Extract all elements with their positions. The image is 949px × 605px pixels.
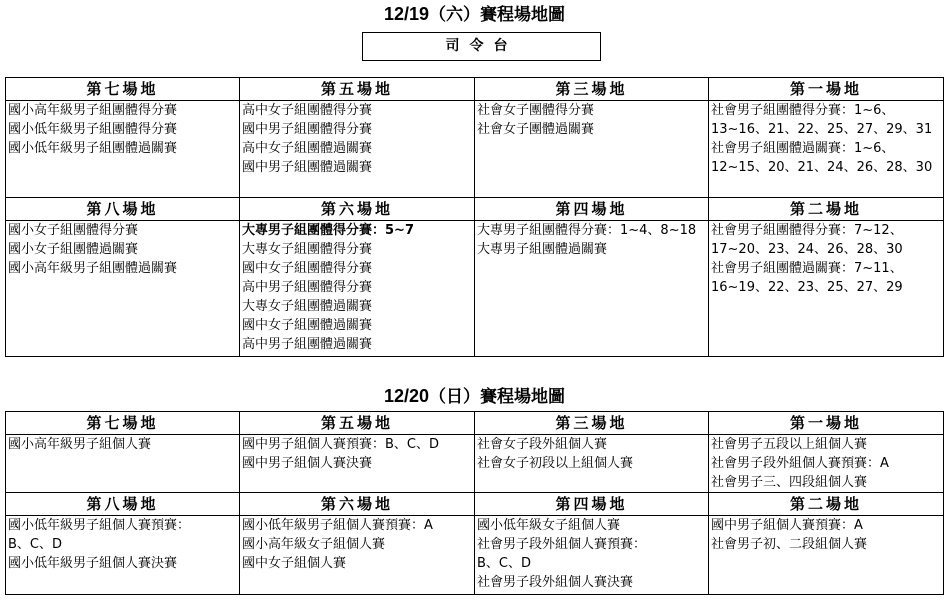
event-line: 社會男子組團體得分賽：7~12、 xyxy=(711,223,903,238)
event-line: 社會男子三、四段組個人賽 xyxy=(711,475,868,490)
event-line: 國小高年級男子組團體過關賽 xyxy=(8,261,178,276)
event-line: B、C、D xyxy=(8,537,63,552)
venue-events xyxy=(240,435,475,493)
event-line: 國中男子組個人賽預賽：A xyxy=(711,518,863,533)
venue-events xyxy=(6,516,240,595)
venue-events xyxy=(6,435,240,493)
venue-header: 第六場地 xyxy=(240,198,475,221)
venue-header: 第五場地 xyxy=(240,78,475,101)
event-line: 社會女子團體得分賽 xyxy=(477,103,595,118)
event-line: 國小低年級女子組個人賽 xyxy=(477,518,621,533)
day1-schedule-table xyxy=(5,77,944,357)
event-line: 社會女子團體過關賽 xyxy=(477,122,595,137)
venue-header: 第八場地 xyxy=(6,198,240,221)
day2-schedule-table xyxy=(5,411,944,595)
event-line: 大專女子組團體過關賽 xyxy=(242,299,373,314)
event-line: 高中男子組團體得分賽 xyxy=(242,280,373,295)
day1-title xyxy=(0,3,949,26)
event-line: 國小高年級男子組個人賽 xyxy=(8,437,152,452)
day2-title xyxy=(0,385,949,408)
event-line: 國小低年級男子組團體過關賽 xyxy=(8,141,178,156)
event-line: 國小低年級男子組個人賽決賽 xyxy=(8,556,178,571)
venue-events xyxy=(475,221,709,357)
venue-events xyxy=(709,435,944,493)
event-line: 17~20、23、24、26、28、30 xyxy=(711,242,903,257)
event-line: 國中女子組團體得分賽 xyxy=(242,261,373,276)
venue-events xyxy=(475,101,709,198)
venue-events xyxy=(475,516,709,595)
venue-header: 第二場地 xyxy=(709,198,944,221)
event-line: 高中女子組團體得分賽 xyxy=(242,103,373,118)
event-line: 國小女子組團體得分賽 xyxy=(8,223,139,238)
event-line: 社會女子初段以上組個人賽 xyxy=(477,456,634,471)
venue-events xyxy=(240,221,475,357)
event-line: 大專女子組團體得分賽 xyxy=(242,242,373,257)
venue-header: 第八場地 xyxy=(6,493,240,516)
venue-header: 第七場地 xyxy=(6,412,240,435)
day2-title-rest: （日）賽程場地圖 xyxy=(429,387,566,407)
event-line: 大專男子組團體過關賽 xyxy=(477,242,608,257)
event-line: 國中男子組團體得分賽 xyxy=(242,122,373,137)
event-line: 國中男子組團體過關賽 xyxy=(242,160,373,175)
event-line: 社會女子段外組個人賽 xyxy=(477,437,608,452)
venue-events xyxy=(709,516,944,595)
event-line: 國小低年級男子組個人賽預賽：A xyxy=(242,518,433,533)
day2-title-date: 12/20 xyxy=(383,386,430,406)
event-line: 高中男子組團體過關賽 xyxy=(242,337,373,352)
day1-title-date: 12/19 xyxy=(383,4,430,24)
event-line: B、C、D xyxy=(477,556,532,571)
event-line: 13~16、21、22、25、27、29、31 xyxy=(711,122,933,137)
day1-title-rest: （六）賽程場地圖 xyxy=(429,5,566,25)
venue-events xyxy=(709,101,944,198)
venue-header: 第三場地 xyxy=(475,412,709,435)
venue-events xyxy=(240,516,475,595)
event-line: 社會男子段外組個人賽預賽：A xyxy=(711,456,889,471)
event-line-highlight: 大專男子組團體得分賽：5~7 xyxy=(242,223,414,238)
venue-events xyxy=(6,101,240,198)
event-line: 社會男子組團體過關賽：7~11、 xyxy=(711,261,903,276)
podium-box: 司令台 xyxy=(362,32,601,61)
event-line: 社會男子組團體過關賽：1~6、 xyxy=(711,141,895,156)
event-line: 國小高年級男子組團體得分賽 xyxy=(8,103,178,118)
venue-header: 第四場地 xyxy=(475,493,709,516)
venue-header: 第二場地 xyxy=(709,493,944,516)
venue-header: 第一場地 xyxy=(709,78,944,101)
event-line: 國小女子組團體過關賽 xyxy=(8,242,139,257)
venue-events xyxy=(709,221,944,357)
venue-header: 第四場地 xyxy=(475,198,709,221)
event-line: 12~15、20、21、24、26、28、30 xyxy=(711,160,933,175)
venue-header: 第五場地 xyxy=(240,412,475,435)
event-line: 國中女子組個人賽 xyxy=(242,556,347,571)
event-line: 國中男子組個人賽決賽 xyxy=(242,456,373,471)
event-line: 16~19、22、23、25、27、29 xyxy=(711,280,903,295)
event-line: 社會男子段外組個人賽決賽 xyxy=(477,575,634,590)
event-line: 國中女子組團體過關賽 xyxy=(242,318,373,333)
event-line: 社會男子初、二段組個人賽 xyxy=(711,537,868,552)
venue-header: 第七場地 xyxy=(6,78,240,101)
venue-header: 第三場地 xyxy=(475,78,709,101)
event-line: 國小高年級女子組個人賽 xyxy=(242,537,386,552)
event-line: 社會男子五段以上組個人賽 xyxy=(711,437,868,452)
event-line: 大專男子組團體得分賽：1~4、8~18 xyxy=(477,223,697,238)
event-line: 社會男子組團體得分賽：1~6、 xyxy=(711,103,895,118)
venue-events xyxy=(240,101,475,198)
venue-header: 第一場地 xyxy=(709,412,944,435)
event-line: 社會男子段外組個人賽預賽： xyxy=(477,537,647,552)
event-line: 高中女子組團體過關賽 xyxy=(242,141,373,156)
venue-events xyxy=(6,221,240,357)
venue-header: 第六場地 xyxy=(240,493,475,516)
event-line: 國小低年級男子組個人賽預賽： xyxy=(8,518,191,533)
event-line: 國小低年級男子組團體得分賽 xyxy=(8,122,178,137)
venue-events xyxy=(475,435,709,493)
event-line: 國中男子組個人賽預賽：B、C、D xyxy=(242,437,440,452)
